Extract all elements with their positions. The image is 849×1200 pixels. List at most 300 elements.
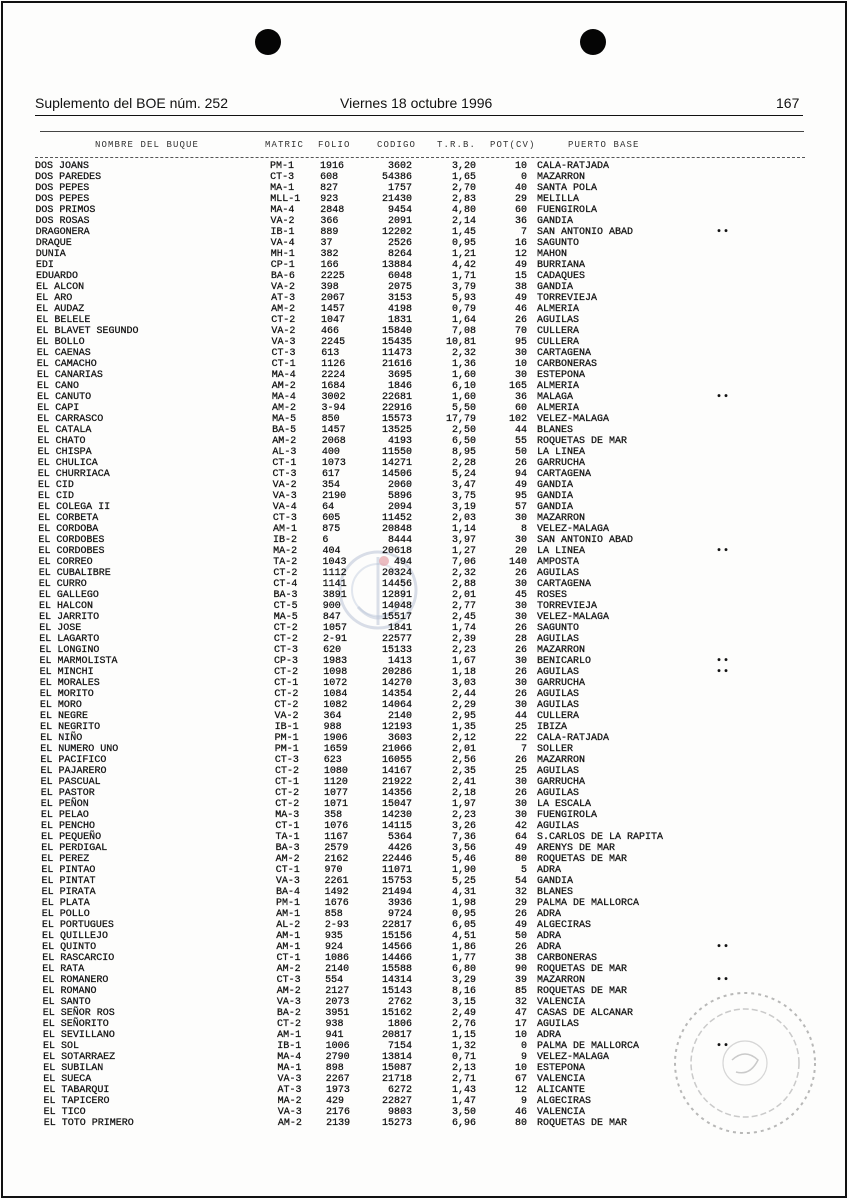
- cell-codigo: 15573: [381, 414, 412, 425]
- cell-codigo: 8444: [387, 535, 412, 546]
- cell-matric: CP-3: [274, 656, 299, 667]
- cell-folio: 1457: [320, 304, 345, 315]
- cell-pot: 50: [514, 447, 527, 458]
- cell-matric: CT-2: [275, 788, 300, 799]
- cell-folio: 2245: [321, 337, 346, 348]
- punch-hole-right: [580, 29, 606, 55]
- table-row: [0, 249, 849, 260]
- cell-matric: VA-2: [274, 711, 299, 722]
- cell-folio: 2176: [326, 1107, 351, 1118]
- cell-name: EL CANO: [37, 381, 80, 392]
- cell-mark: ••: [716, 546, 731, 557]
- cell-codigo: 2140: [387, 711, 412, 722]
- table-row: [0, 601, 849, 612]
- table-row: [0, 238, 849, 249]
- cell-codigo: 15162: [381, 1008, 412, 1019]
- cell-name: EL PORTUGUES: [41, 920, 114, 931]
- column-header-matric: MATRIC: [265, 140, 305, 150]
- cell-folio: 2190: [322, 491, 347, 502]
- cell-puerto: ALGECIRAS: [537, 1096, 592, 1107]
- cell-puerto: ALMERIA: [537, 381, 580, 392]
- column-header-folio: FOLIO: [318, 140, 351, 150]
- cell-matric: MA-4: [271, 392, 296, 403]
- cell-codigo: 9803: [387, 1107, 412, 1118]
- table-row: [0, 458, 849, 469]
- cell-name: EL BELELE: [36, 315, 91, 326]
- cell-pot: 9: [520, 1052, 527, 1063]
- cell-codigo: 12891: [381, 590, 412, 601]
- cell-folio: 1141: [322, 579, 347, 590]
- cell-trb: 5,46: [451, 854, 476, 865]
- cell-folio: 827: [320, 183, 339, 194]
- cell-name: EL MORALES: [39, 678, 100, 689]
- cell-matric: VA-3: [271, 337, 296, 348]
- cell-puerto: AMPOSTA: [537, 557, 580, 568]
- table-row: [0, 953, 849, 964]
- cell-matric: CT-2: [277, 1019, 302, 1030]
- cell-matric: CT-3: [276, 975, 301, 986]
- table-row: [0, 271, 849, 282]
- cell-matric: MA-2: [273, 546, 298, 557]
- cell-puerto: MAZARRON: [537, 755, 586, 766]
- cell-trb: 1,74: [451, 623, 476, 634]
- cell-puerto: BENICARLO: [537, 656, 592, 667]
- cell-codigo: 15047: [381, 799, 412, 810]
- cell-name: DOS PEPES: [35, 183, 90, 194]
- cell-name: EL SUECA: [43, 1074, 92, 1085]
- cell-name: EL GALLEGO: [38, 590, 99, 601]
- cell-pot: 38: [514, 282, 527, 293]
- cell-matric: AM-2: [276, 986, 301, 997]
- cell-codigo: 14271: [381, 458, 412, 469]
- cell-puerto: GANDIA: [537, 876, 574, 887]
- table-row: [0, 447, 849, 458]
- cell-puerto: AGUILAS: [537, 568, 580, 579]
- table-row: [0, 656, 849, 667]
- cell-codigo: 11452: [381, 513, 412, 524]
- cell-folio: 1676: [324, 898, 349, 909]
- cell-folio: 2127: [325, 986, 350, 997]
- cell-name: EL SOL: [43, 1041, 80, 1052]
- cell-puerto: VELEZ-MALAGA: [537, 612, 610, 623]
- cell-puerto: VALENCIA: [537, 1107, 586, 1118]
- cell-codigo: 15517: [381, 612, 412, 623]
- cell-pot: 20: [514, 546, 527, 557]
- cell-pot: 16: [514, 238, 527, 249]
- cell-pot: 44: [514, 425, 527, 436]
- table-row: [0, 469, 849, 480]
- cell-folio: 847: [322, 612, 341, 623]
- cell-name: EL QUILLEJO: [42, 931, 109, 942]
- cell-name: EL ROMANO: [42, 986, 97, 997]
- table-row: [0, 887, 849, 898]
- table-row: [0, 799, 849, 810]
- cell-name: EL TABARQUI: [43, 1085, 110, 1096]
- cell-mark: ••: [716, 392, 731, 403]
- cell-codigo: 6048: [387, 271, 412, 282]
- cell-pot: 46: [514, 304, 527, 315]
- cell-matric: MH-1: [270, 249, 295, 260]
- cell-pot: 25: [514, 722, 527, 733]
- cell-trb: 6,05: [451, 920, 476, 931]
- table-row: [0, 348, 849, 359]
- cell-name: EL SEÑOR ROS: [42, 1008, 115, 1019]
- cell-name: EL POLLO: [41, 909, 90, 920]
- cell-name: EL PASCUAL: [40, 777, 101, 788]
- cell-name: EL CHISPA: [37, 447, 92, 458]
- cell-codigo: 14354: [381, 689, 412, 700]
- cell-matric: VA-2: [270, 282, 295, 293]
- cell-name: DUNIA: [35, 249, 66, 260]
- cell-matric: PM-1: [270, 161, 295, 172]
- cell-matric: VA-3: [275, 876, 300, 887]
- cell-name: EL CORREO: [38, 557, 93, 568]
- cell-folio: 613: [321, 348, 340, 359]
- cell-codigo: 22916: [381, 403, 412, 414]
- cell-folio: 2-91: [323, 634, 348, 645]
- cell-matric: VA-3: [277, 1074, 302, 1085]
- cell-pot: 17: [514, 1019, 527, 1030]
- cell-trb: 1,97: [451, 799, 476, 810]
- table-row: [0, 546, 849, 557]
- cell-trb: 3,29: [451, 975, 476, 986]
- cell-name: EL BLAVET SEGUNDO: [36, 326, 139, 337]
- cell-trb: 2,28: [451, 458, 476, 469]
- cell-puerto: MAZARRON: [537, 513, 586, 524]
- cell-puerto: ADRA: [537, 942, 562, 953]
- cell-pot: 49: [514, 260, 527, 271]
- cell-matric: CT-1: [275, 865, 300, 876]
- cell-puerto: GANDIA: [537, 216, 574, 227]
- cell-folio: 3-94: [321, 403, 346, 414]
- cell-puerto: GARRUCHA: [537, 678, 586, 689]
- cell-folio: 1126: [321, 359, 346, 370]
- cell-pot: 44: [514, 711, 527, 722]
- cell-puerto: TORREVIEJA: [537, 601, 598, 612]
- cell-codigo: 2094: [387, 502, 412, 513]
- cell-folio: 1659: [323, 744, 348, 755]
- cell-puerto: MAZARRON: [537, 645, 586, 656]
- cell-folio: 900: [322, 601, 341, 612]
- cell-pot: 30: [514, 799, 527, 810]
- cell-puerto: LA ESCALA: [537, 799, 592, 810]
- cell-folio: 6: [322, 535, 329, 546]
- cell-name: EL CURRO: [38, 579, 87, 590]
- cell-name: EL QUINTO: [42, 942, 97, 953]
- cell-puerto: GANDIA: [537, 491, 574, 502]
- cell-matric: VA-2: [272, 480, 297, 491]
- cell-codigo: 12193: [381, 722, 412, 733]
- cell-matric: CT-2: [274, 700, 299, 711]
- cell-matric: CT-1: [274, 678, 299, 689]
- cell-mark: ••: [716, 942, 731, 953]
- cell-name: EL CATALA: [37, 425, 92, 436]
- table-row: [0, 172, 849, 183]
- cell-puerto: SANTA POLA: [537, 183, 598, 194]
- cell-trb: 4,51: [451, 931, 476, 942]
- cell-folio: 554: [325, 975, 344, 986]
- cell-pot: 15: [514, 271, 527, 282]
- table-row: [0, 788, 849, 799]
- table-row: [0, 843, 849, 854]
- cell-puerto: CALA-RATJADA: [537, 161, 610, 172]
- cell-codigo: 15273: [381, 1118, 412, 1129]
- cell-folio: 1098: [323, 667, 348, 678]
- cell-name: EL PEÑON: [40, 799, 89, 810]
- cell-pot: 29: [514, 898, 527, 909]
- cell-matric: VA-3: [276, 997, 301, 1008]
- cell-trb: 3,19: [451, 502, 476, 513]
- cell-folio: 938: [325, 1019, 344, 1030]
- cell-puerto: VALENCIA: [537, 1074, 586, 1085]
- cell-matric: IB-1: [274, 722, 299, 733]
- cell-matric: TA-2: [273, 557, 298, 568]
- cell-puerto: GANDIA: [537, 480, 574, 491]
- cell-trb: 4,42: [451, 260, 476, 271]
- cell-matric: AT-3: [271, 293, 296, 304]
- cell-folio: 623: [323, 755, 342, 766]
- table-row: [0, 733, 849, 744]
- cell-puerto: SAGUNTO: [537, 623, 580, 634]
- table-row: [0, 513, 849, 524]
- cell-trb: 8,95: [451, 447, 476, 458]
- cell-trb: 10,81: [445, 337, 476, 348]
- cell-codigo: 14064: [381, 700, 412, 711]
- cell-name: EL BOLLO: [36, 337, 85, 348]
- cell-folio: 1076: [324, 821, 349, 832]
- cell-name: EL PENCHO: [41, 821, 96, 832]
- cell-puerto: CALA-RATJADA: [537, 733, 610, 744]
- cell-name: EL AUDAZ: [36, 304, 85, 315]
- cell-matric: MA-1: [270, 183, 295, 194]
- cell-trb: 2,35: [451, 766, 476, 777]
- cell-codigo: 1806: [387, 1019, 412, 1030]
- cell-folio: 1492: [324, 887, 349, 898]
- cell-puerto: GANDIA: [537, 282, 574, 293]
- cell-name: EL ALCON: [36, 282, 85, 293]
- table-row: [0, 722, 849, 733]
- cell-puerto: AGUILAS: [537, 1019, 580, 1030]
- cell-trb: 1,60: [451, 392, 476, 403]
- cell-codigo: 11473: [381, 348, 412, 359]
- cell-matric: BA-6: [270, 271, 295, 282]
- cell-matric: VA-2: [270, 216, 295, 227]
- cell-folio: 1077: [323, 788, 348, 799]
- table-row: [0, 381, 849, 392]
- cell-folio: 382: [320, 249, 339, 260]
- cell-codigo: 14456: [381, 579, 412, 590]
- cell-folio: 2579: [324, 843, 349, 854]
- cell-trb: 2,95: [451, 711, 476, 722]
- cell-name: EL RATA: [42, 964, 85, 975]
- cell-puerto: MAHON: [537, 249, 568, 260]
- cell-trb: 6,10: [451, 381, 476, 392]
- cell-puerto: AGUILAS: [537, 700, 580, 711]
- cell-puerto: CARBONERAS: [537, 953, 598, 964]
- cell-puerto: CARTAGENA: [537, 579, 592, 590]
- cell-trb: 1,18: [451, 667, 476, 678]
- cell-matric: IB-2: [273, 535, 298, 546]
- cell-puerto: MALAGA: [537, 392, 574, 403]
- cell-name: EL HALCON: [39, 601, 94, 612]
- cell-matric: CT-2: [274, 667, 299, 678]
- cell-name: EL CANUTO: [37, 392, 92, 403]
- cell-puerto: ADRA: [537, 909, 562, 920]
- cell-puerto: ROQUETAS DE MAR: [537, 1118, 628, 1129]
- cell-matric: AM-2: [271, 304, 296, 315]
- cell-pot: 8: [520, 524, 527, 535]
- cell-trb: 5,93: [451, 293, 476, 304]
- cell-trb: 2,01: [451, 744, 476, 755]
- cell-puerto: PALMA DE MALLORCA: [537, 1041, 640, 1052]
- cell-pot: 26: [514, 942, 527, 953]
- cell-codigo: 14314: [381, 975, 412, 986]
- cell-matric: CT-2: [271, 315, 296, 326]
- cell-folio: 1916: [320, 161, 345, 172]
- cell-trb: 2,32: [451, 568, 476, 579]
- cell-matric: AM-1: [276, 909, 301, 920]
- cell-folio: 1973: [325, 1085, 350, 1096]
- cell-folio: 608: [320, 172, 339, 183]
- table-row: [0, 535, 849, 546]
- cell-trb: 1,67: [451, 656, 476, 667]
- cell-matric: BA-3: [275, 843, 300, 854]
- table-row: [0, 667, 849, 678]
- cell-matric: CT-2: [275, 799, 300, 810]
- table-row: [0, 315, 849, 326]
- cell-puerto: GARRUCHA: [537, 458, 586, 469]
- cell-name: EL SANTO: [42, 997, 91, 1008]
- cell-matric: MA-4: [277, 1052, 302, 1063]
- cell-pot: 30: [514, 777, 527, 788]
- cell-folio: 1071: [324, 799, 349, 810]
- table-row: [0, 755, 849, 766]
- cell-puerto: ALICANTE: [537, 1085, 586, 1096]
- table-row: [0, 909, 849, 920]
- cell-codigo: 21616: [381, 359, 412, 370]
- cell-matric: CT-3: [272, 469, 297, 480]
- cell-trb: 3,15: [451, 997, 476, 1008]
- cell-folio: 1167: [324, 832, 349, 843]
- cell-codigo: 21430: [381, 194, 412, 205]
- cell-name: EL JOSE: [39, 623, 82, 634]
- cell-pot: 30: [514, 612, 527, 623]
- cell-folio: 1684: [321, 381, 346, 392]
- table-row: [0, 194, 849, 205]
- cell-matric: BA-2: [276, 1008, 301, 1019]
- cell-matric: MA-2: [277, 1096, 302, 1107]
- cell-trb: 3,26: [451, 821, 476, 832]
- cell-trb: 1,86: [451, 942, 476, 953]
- cell-name: EL NIÑO: [40, 733, 83, 744]
- cell-trb: 1,43: [451, 1085, 476, 1096]
- table-row: [0, 502, 849, 513]
- cell-folio: 617: [321, 469, 340, 480]
- cell-codigo: 11071: [381, 865, 412, 876]
- cell-matric: AM-1: [277, 1030, 302, 1041]
- cell-folio: 1057: [322, 623, 347, 634]
- cell-trb: 0,79: [451, 304, 476, 315]
- cell-folio: 2162: [324, 854, 349, 865]
- cell-pot: 0: [520, 1041, 527, 1052]
- cell-folio: 1073: [321, 458, 346, 469]
- table-row: [0, 766, 849, 777]
- cell-trb: 1,45: [451, 227, 476, 238]
- cell-codigo: 11550: [381, 447, 412, 458]
- table-row: [0, 777, 849, 788]
- cell-matric: CT-1: [271, 359, 296, 370]
- cell-trb: 2,49: [451, 1008, 476, 1019]
- cell-folio: 2067: [320, 293, 345, 304]
- cell-folio: 935: [324, 931, 343, 942]
- cell-trb: 1,35: [451, 722, 476, 733]
- cell-folio: 2267: [325, 1074, 350, 1085]
- cell-codigo: 22446: [381, 854, 412, 865]
- cell-name: EL SOTARRAEZ: [43, 1052, 116, 1063]
- cell-pot: 5: [520, 865, 527, 876]
- table-row: [0, 403, 849, 414]
- cell-pot: 60: [514, 403, 527, 414]
- cell-folio: 898: [325, 1063, 344, 1074]
- cell-trb: 7,08: [451, 326, 476, 337]
- cell-pot: 28: [514, 634, 527, 645]
- cell-trb: 4,80: [451, 205, 476, 216]
- cell-matric: AM-2: [271, 403, 296, 414]
- cell-puerto: VELEZ-MALAGA: [537, 524, 610, 535]
- cell-trb: 2,88: [451, 579, 476, 590]
- table-row: [0, 623, 849, 634]
- cell-trb: 4,31: [451, 887, 476, 898]
- cell-name: DOS ROSAS: [35, 216, 90, 227]
- cell-codigo: 14048: [381, 601, 412, 612]
- cell-folio: 970: [324, 865, 343, 876]
- cell-folio: 354: [322, 480, 341, 491]
- cell-trb: 2,44: [451, 689, 476, 700]
- cell-pot: 10: [514, 1063, 527, 1074]
- cell-trb: 7,06: [451, 557, 476, 568]
- cell-puerto: BLANES: [537, 887, 574, 898]
- cell-name: DOS JOANS: [35, 161, 90, 172]
- cell-puerto: SAN ANTONIO ABAD: [537, 227, 634, 238]
- cell-trb: 0,95: [451, 909, 476, 920]
- cell-folio: 1983: [323, 656, 348, 667]
- cell-pot: 22: [514, 733, 527, 744]
- cell-codigo: 3936: [387, 898, 412, 909]
- table-row: [0, 612, 849, 623]
- cell-pot: 49: [514, 480, 527, 491]
- table-row: [0, 964, 849, 975]
- cell-codigo: 6272: [387, 1085, 412, 1096]
- cell-codigo: 15840: [381, 326, 412, 337]
- cell-pot: 40: [514, 183, 527, 194]
- cell-name: EL PLATA: [41, 898, 90, 909]
- cell-name: DRAQUE: [35, 238, 72, 249]
- cell-pot: 45: [514, 590, 527, 601]
- cell-puerto: CULLERA: [537, 337, 580, 348]
- cell-puerto: AGUILAS: [537, 821, 580, 832]
- cell-trb: 6,50: [451, 436, 476, 447]
- cell-mark: ••: [716, 227, 731, 238]
- cell-pot: 30: [514, 601, 527, 612]
- cell-name: EL LONGINO: [39, 645, 100, 656]
- cell-folio: 1082: [323, 700, 348, 711]
- cell-pot: 80: [514, 1118, 527, 1129]
- cell-name: EL NEGRE: [40, 711, 89, 722]
- cell-pot: 7: [520, 744, 527, 755]
- cell-folio: 1080: [323, 766, 348, 777]
- cell-matric: MA-5: [272, 414, 297, 425]
- table-row: [0, 436, 849, 447]
